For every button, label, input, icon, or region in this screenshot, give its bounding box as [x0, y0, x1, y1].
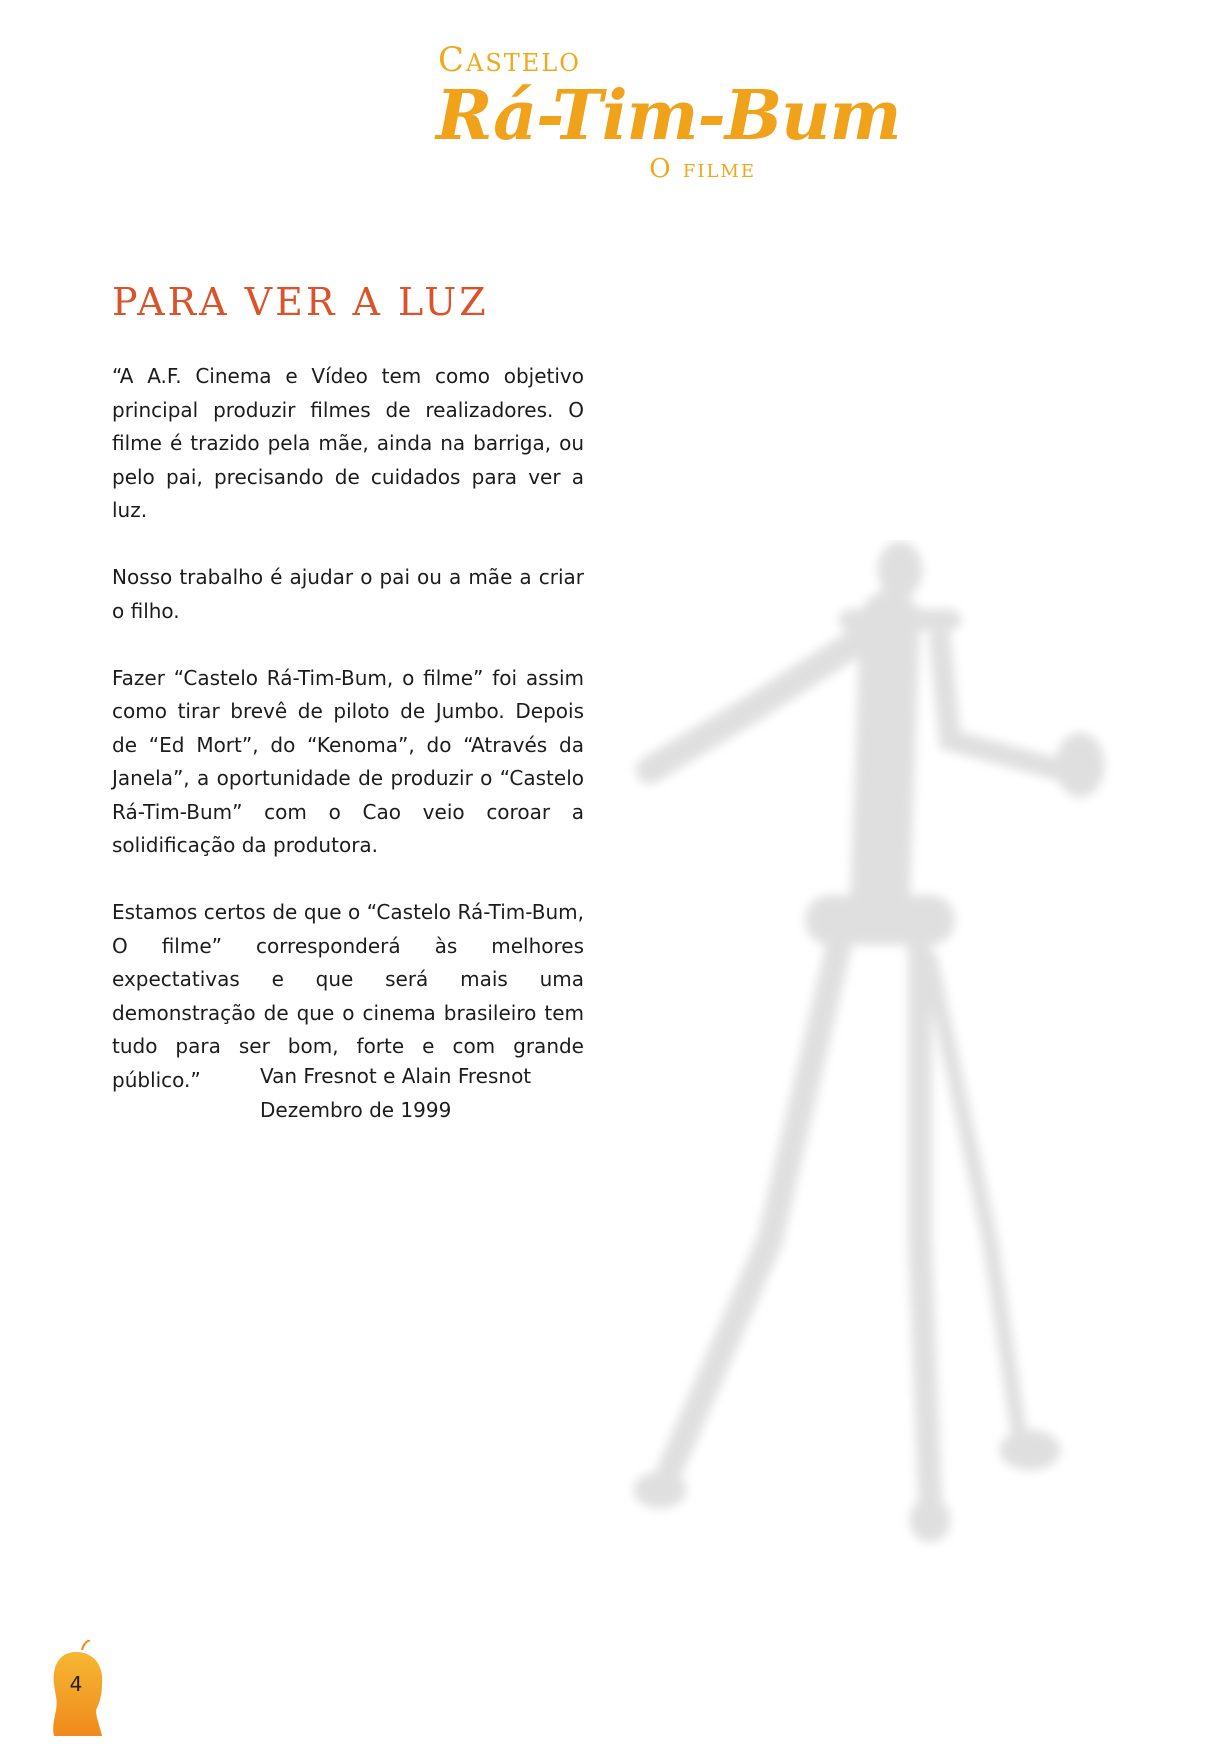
logo-top-text: Castelo	[438, 40, 581, 80]
paragraph: Nosso trabalho é ajudar o pai ou a mãe a criar o filho.	[112, 565, 584, 623]
sketch-figure-watermark	[590, 540, 1130, 1620]
logo-main-text: Rá-Tim-Bum	[436, 76, 901, 156]
signature-block	[260, 1060, 531, 1127]
castelo-ratimbum-logo	[436, 40, 901, 190]
page-title: PARA VER A LUZ	[112, 280, 489, 324]
logo-bottom-text: O filme	[649, 154, 756, 184]
signature-date: Dezembro de 1999	[260, 1097, 452, 1122]
article-body	[112, 360, 584, 1131]
paragraph: Estamos certos de que o “Castelo Rá-Tim-Bum, O filme” corresponderá às melhores expectativas e que será mais uma demonstração de que o cinema brasileiro tem tudo para ser bom, forte e com grande público.”	[112, 900, 584, 1092]
paragraph: “A A.F. Cinema e Vídeo tem como objetivo principal produzir filmes de realizadores. O filme é trazido pela mãe, ainda na barriga, ou pelo pai, precisando de cuidados para ver a luz.	[112, 364, 584, 522]
page-number-badge	[46, 1640, 106, 1736]
signature-authors: Van Fresnot e Alain Fresnot	[260, 1064, 532, 1088]
page-number: 4	[69, 1672, 83, 1696]
paragraph: Fazer “Castelo Rá-Tim-Bum, o filme” foi assim como tirar brevê de piloto de Jumbo. Depois de “Ed Mort”, do “Kenoma”, do “Através da Janela”, a oportunidade de produzir o “Castelo Rá-Tim-Bum” com o Cao veio coroar a solidificação da produtora.	[112, 665, 584, 857]
